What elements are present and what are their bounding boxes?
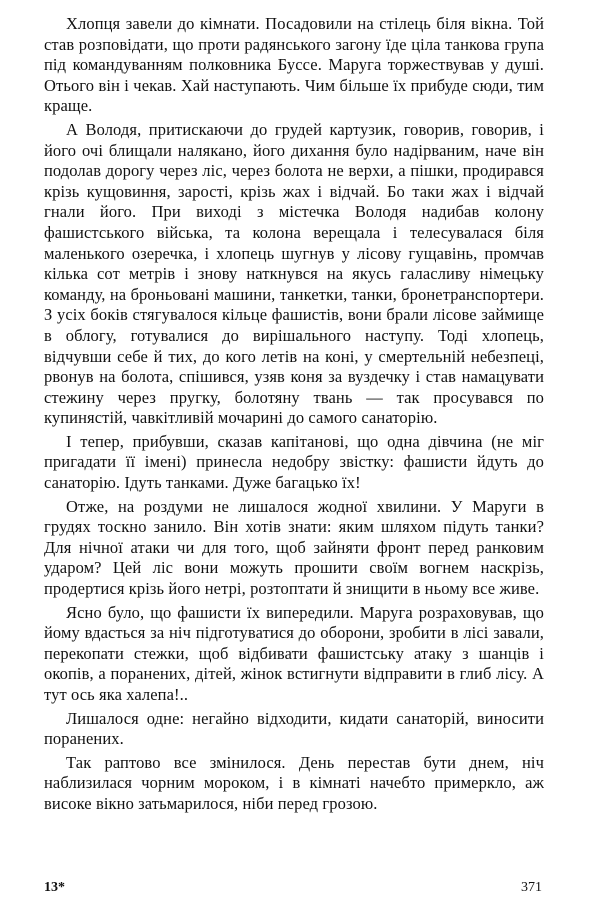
- paragraph-6: Лишалося одне: негайно відходити, кидати санаторій, виносити поранених.: [44, 708, 544, 749]
- paragraph-7: Так раптово все змінилося. День перестав бути днем, ніч наблизилася чорним мороком, і в кімнаті начебто примеркло, аж високе вікно затьмарилося, ніби перед грозою.: [44, 752, 544, 813]
- paragraph-3: І тепер, прибувши, сказав капітанові, що одна дівчина (не міг пригадати її імені) принесла недобру звістку: фашисти йдуть до санаторію. Ідуть танками. Дуже багацько їх!: [44, 431, 544, 493]
- page-body: [44, 14, 544, 818]
- paragraph-1: Хлопця завели до кімнати. Посадовили на стілець біля вікна. Той став розповідати, що проти радянського загону їде ціла танкова група під командуванням полковника Буссе. Маруга торжествував у душі. Отього він і чекав. Хай наступають. Чим більше їх прибуде сюди, тим краще.: [44, 14, 544, 116]
- paragraph-4: Отже, на роздуми не лишалося жодної хвилини. У Маруги в грудях тоскно занило. Він хотів знати: яким шляхом підуть танки? Для нічної атаки чи для того, щоб зайняти фронт перед ранковим ударом? Цей ліс вони можуть прошити своїм вогнем наскрізь, продертися крізь його нетрі, розтоптати й знищити в ньому все живе.: [44, 496, 544, 599]
- paragraph-2: А Володя, притискаючи до грудей картузик, говорив, говорив, і його очі блищали налякано, його дихання було надірваним, наче він подолав дорогу через ліс, через болота не верхи, а пішки, продирався крізь кущовиння, зарості, крізь жах і відчай. Бо таки жах і відчай гнали його. При виході з містечка Володя надибав колону фашистського війська, та колона верещала і телесувалася біля маленького озеречка, і хлопець шугнув у лісову гущавінь, промчав кілька сот метрів і знову наткнувся на якусь галасливу німецьку команду, на броньовані машини, танкетки, танки, бронетранспортери. З усіх боків стягувалося кільце фашистів, вони брали лісове займище в облогу, готувалися до вирішального наступу. Тоді хлопець, відчувши себе й тих, до кого летів на коні, у смертельній небезпеці, рвонув на болота, спішився, узяв коня за вуздечку і став намацувати стежину через пругку, болотяну твань — так просувався по купинястій, чавкітливій мочарині до самого санаторію.: [44, 119, 544, 428]
- page-number: 371: [521, 880, 542, 895]
- signature-mark: 13*: [44, 880, 65, 895]
- paragraph-5: Ясно було, що фашисти їх випередили. Маруга розраховував, що йому вдасться за ніч підготуватися до оборони, зробити в лісі завали, перекопати стежки, щоб відбивати фашистську атаку з шанців і окопів, а поранених, дітей, жінок встигнути відправити в глиб лісу. А тут ось яка халепа!..: [44, 602, 544, 704]
